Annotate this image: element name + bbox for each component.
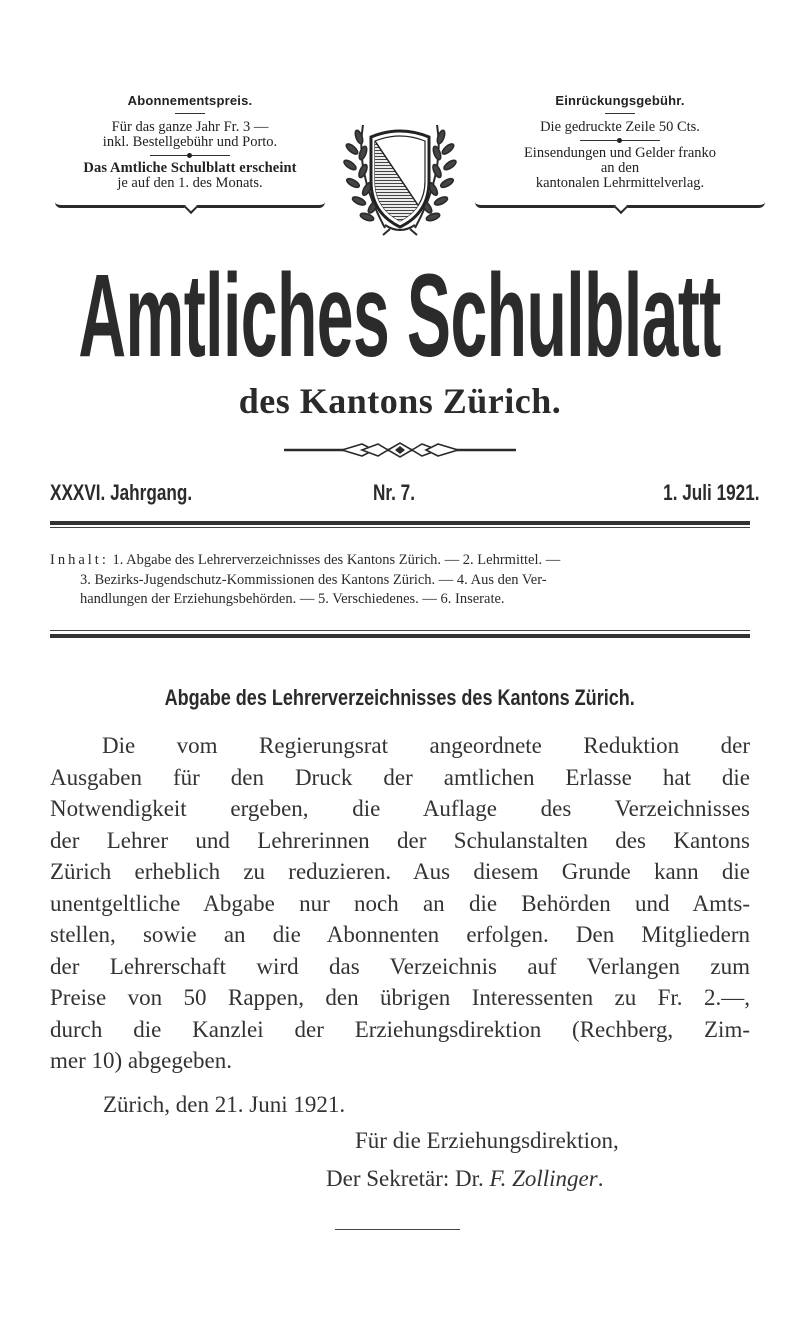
subscription-price-box: [55, 93, 325, 208]
issue-number: Nr. 7.: [373, 480, 415, 505]
article-title: Abgabe des Lehrerverzeichnisses des Kantons Zürich.: [164, 685, 636, 710]
article-dateline: Zürich, den 21. Juni 1921.: [103, 1092, 346, 1117]
subscription-price-line: inkl. Bestellgebühr und Porto.: [102, 134, 278, 150]
dot-divider: [150, 155, 230, 156]
publication-note-line: je auf den 1. des Monats.: [117, 175, 263, 191]
insertion-fee-line: Die gedruckte Zeile 50 Cts.: [540, 119, 700, 135]
body-line: mer 10) abgegeben.: [50, 1048, 233, 1073]
coat-of-arms-icon: [335, 113, 465, 238]
double-rule-divider: [50, 521, 750, 529]
end-divider: [335, 1229, 460, 1230]
toc-entry: 1. Abgabe des Lehrerverzeichnisses des Kantons Zürich. — 2. Lehrmittel. —: [112, 552, 561, 568]
masthead-title: Amtliches Schulblatt: [78, 250, 722, 382]
body-line: Preise von 50 Rappen, den übrigen Interessenten zu Fr. 2.—,: [50, 985, 750, 1010]
masthead: [40, 245, 760, 382]
divider: [175, 113, 205, 114]
body-line: Ausgaben für den Druck der amtlichen Erlasse hat die: [50, 764, 750, 790]
toc-entry: 3. Bezirks-Jugendschutz-Kommissionen des Kantons Zürich. — 4. Aus den Ver-: [80, 571, 547, 588]
body-line: Zürich erheblich zu reduzieren. Aus diesem Grunde kann die: [50, 859, 750, 884]
toc-line: [50, 551, 755, 571]
insertion-fee-title: Einrückungsgebühr.: [555, 93, 685, 108]
body-line: Die vom Regierungsrat angeordnete Reduktion der: [102, 733, 750, 758]
article-body: [50, 730, 750, 1077]
signature-name: F. Zollinger: [489, 1166, 598, 1191]
issue-info: [50, 480, 760, 510]
publication-note-line: Das Amtliche Schulblatt erscheint: [83, 160, 297, 176]
signature-line: Für die Erziehungsdirektion,: [355, 1128, 619, 1153]
body-line: durch die Kanzlei der Erziehungsdirektion (Rechberg, Zim-: [50, 1016, 750, 1042]
body-line: der Lehrer und Lehrerinnen der Schulanstalten des Kantons: [50, 827, 750, 853]
issue-volume: XXXVI. Jahrgang.: [50, 480, 193, 505]
ornament-divider-icon: [282, 440, 518, 460]
body-line: stellen, sowie an die Abonnenten erfolgen. Den Mitgliedern: [50, 922, 750, 947]
brace-divider: [55, 199, 325, 208]
dot-divider: [580, 140, 660, 141]
body-line: Notwendigkeit ergeben, die Auflage des Verzeichnisses: [50, 796, 750, 821]
double-rule-divider: [50, 630, 750, 638]
insertion-fee-box: [475, 93, 765, 208]
toc-entry: handlungen der Erziehungsbehörden. — 5. Verschiedenes. — 6. Inserate.: [80, 591, 505, 607]
body-line: der Lehrerschaft wird das Verzeichnis auf Verlangen zum: [50, 953, 750, 979]
subscription-price-line: Für das ganze Jahr Fr. 3 —: [111, 119, 269, 135]
toc-label: Inhalt:: [50, 552, 109, 568]
body-line: unentgeltliche Abgabe nur noch an die Behörden und Amts-: [50, 890, 750, 916]
brace-divider: [475, 199, 765, 208]
submission-note-line: kantonalen Lehrmittelverlag.: [535, 175, 705, 191]
submission-note-line: Einsendungen und Gelder franko: [523, 145, 717, 161]
masthead-subtitle: des Kantons Zürich.: [238, 381, 562, 421]
divider: [605, 113, 635, 114]
signature-line: Der Sekretär: Dr. F. Zollinger.: [326, 1166, 604, 1191]
table-of-contents: [50, 551, 755, 610]
submission-note-line: an den: [600, 160, 640, 176]
subscription-price-title: Abonnementspreis.: [127, 93, 253, 108]
issue-date: 1. Juli 1921.: [663, 480, 760, 505]
